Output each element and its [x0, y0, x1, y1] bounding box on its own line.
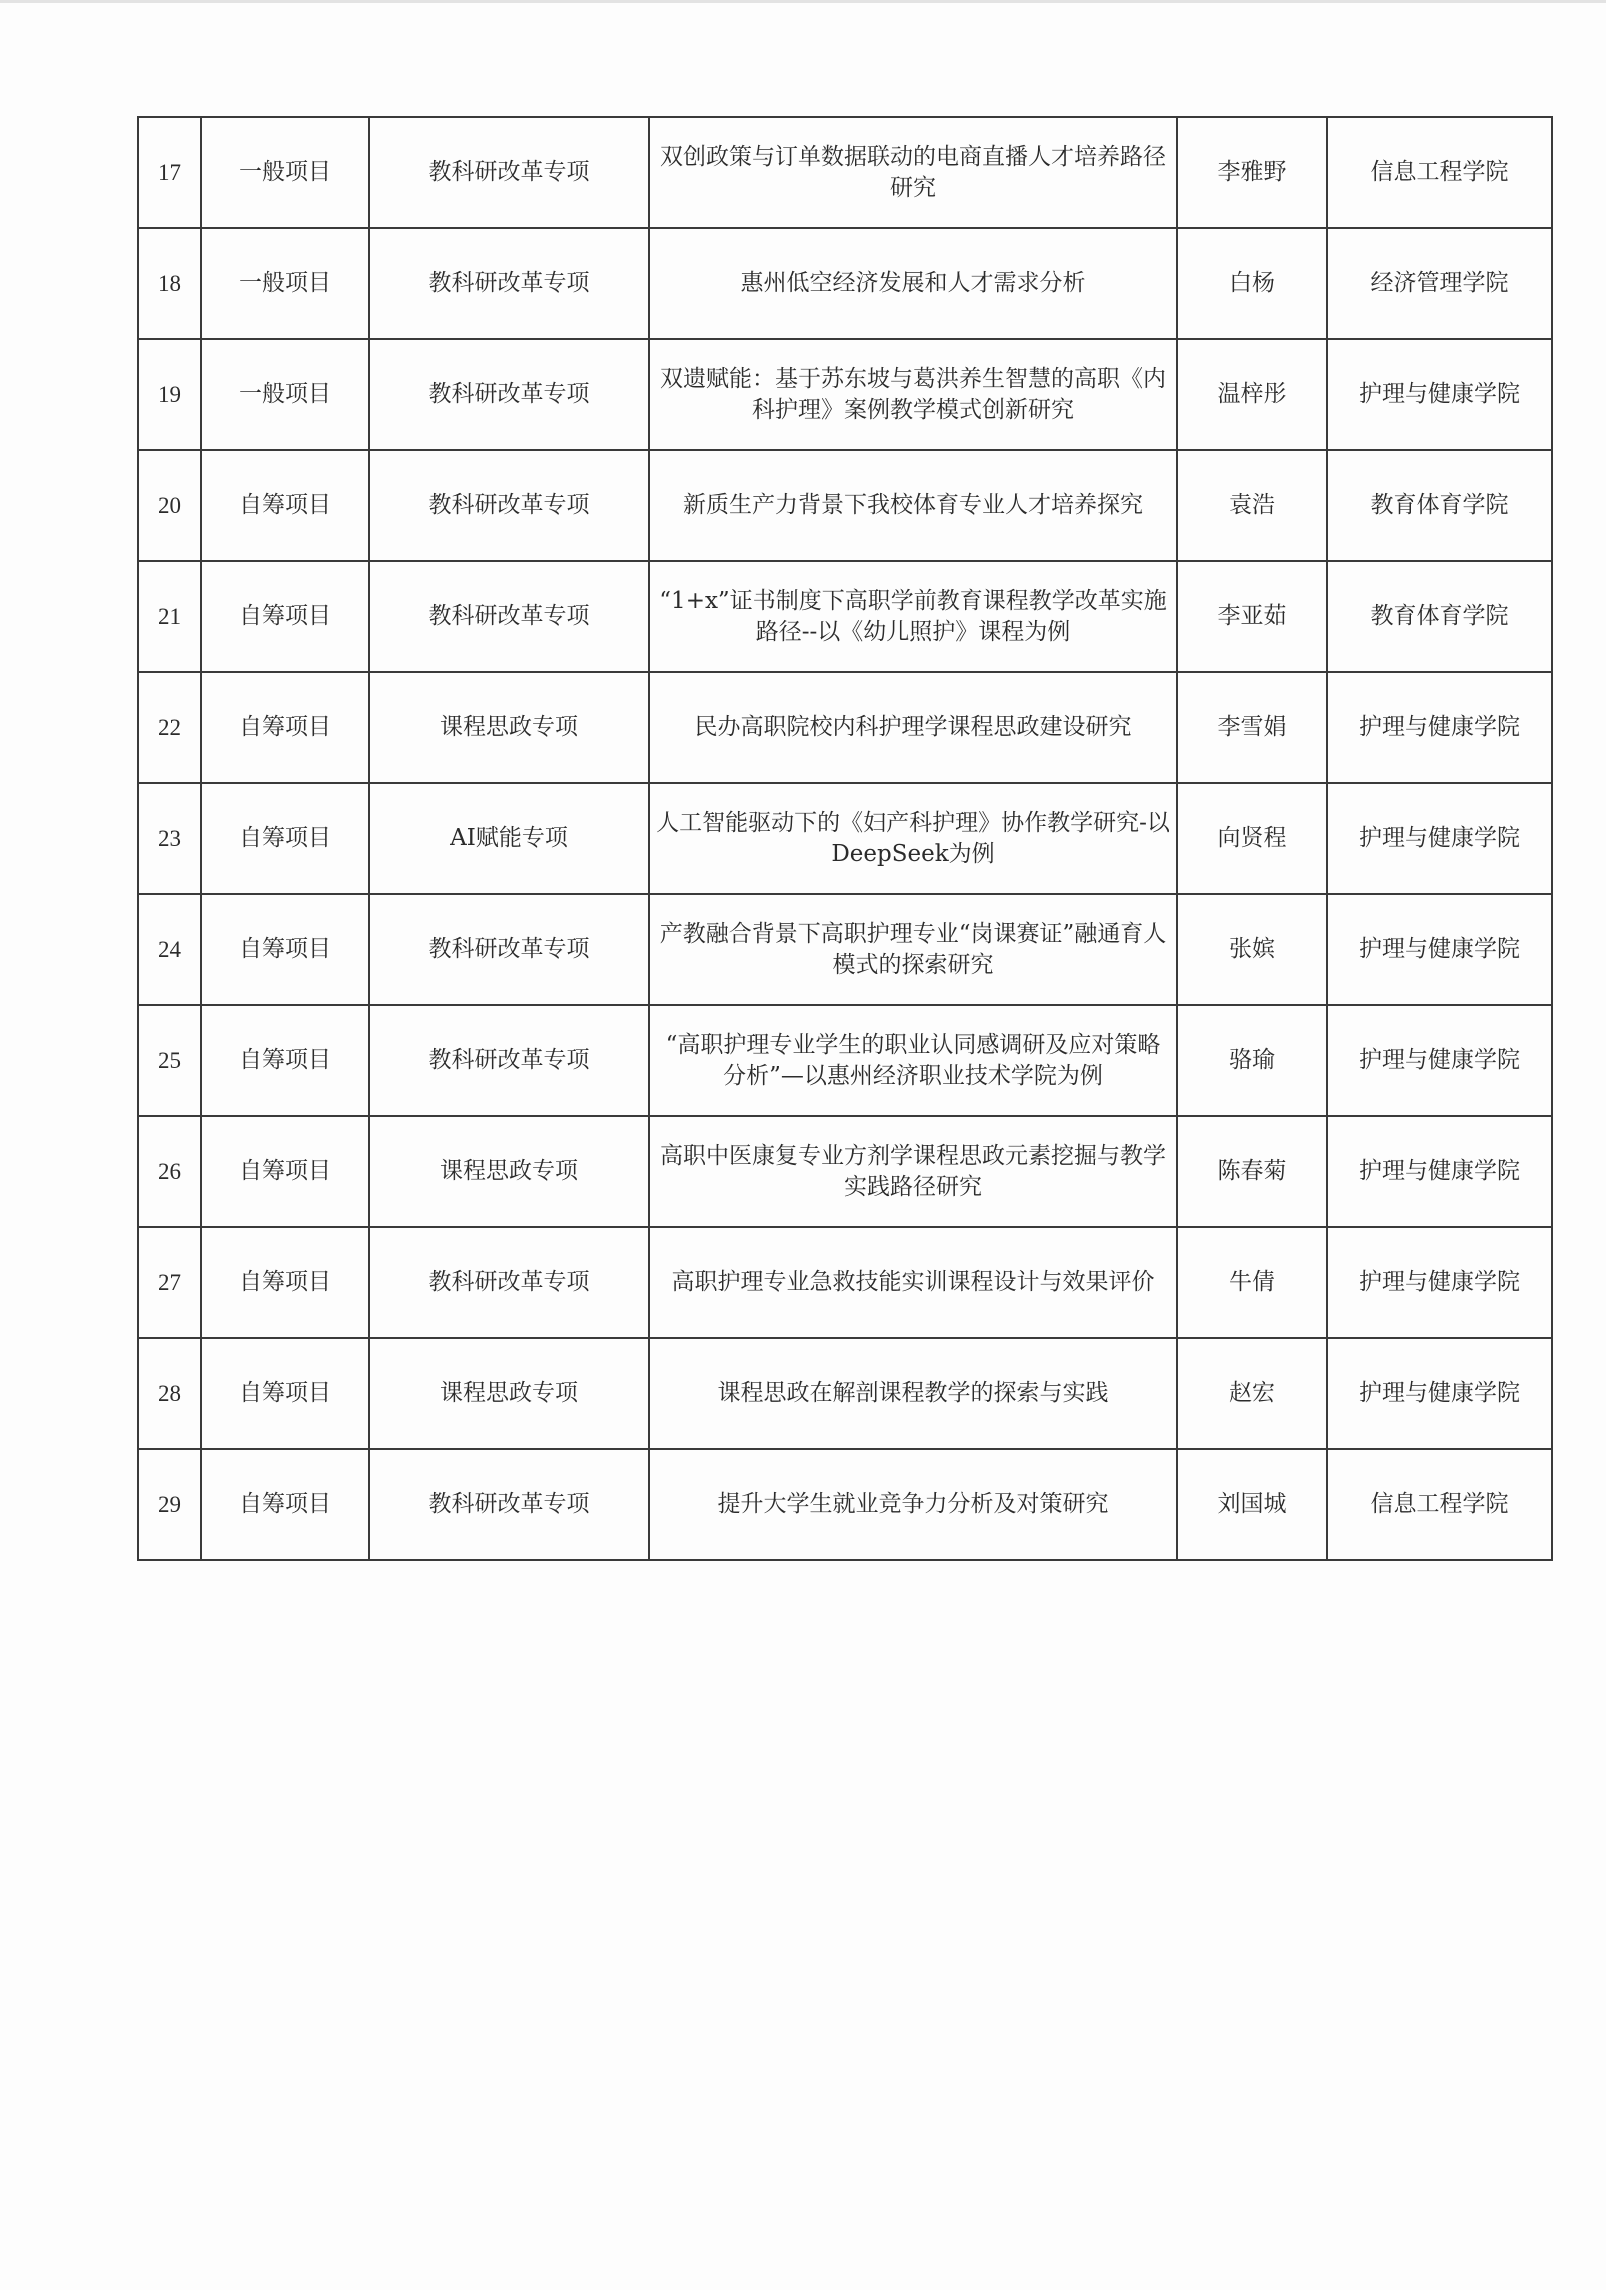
table-row [138, 783, 1552, 894]
table-row [138, 1227, 1552, 1338]
project-college: 信息工程学院 [1327, 117, 1552, 228]
row-number: 18 [138, 228, 201, 339]
project-type: 教科研改革专项 [369, 228, 649, 339]
project-leader: 骆瑜 [1177, 1005, 1327, 1116]
project-title: 产教融合背景下高职护理专业“岗课赛证”融通育人模式的探索研究 [649, 894, 1177, 1005]
project-category: 自筹项目 [201, 783, 369, 894]
project-category: 自筹项目 [201, 1116, 369, 1227]
project-title: 课程思政在解剖课程教学的探索与实践 [649, 1338, 1177, 1449]
row-number: 28 [138, 1338, 201, 1449]
row-number: 29 [138, 1449, 201, 1560]
project-college: 护理与健康学院 [1327, 783, 1552, 894]
project-leader: 陈春菊 [1177, 1116, 1327, 1227]
project-college: 护理与健康学院 [1327, 672, 1552, 783]
project-category: 自筹项目 [201, 561, 369, 672]
project-type: 课程思政专项 [369, 1116, 649, 1227]
project-college: 经济管理学院 [1327, 228, 1552, 339]
project-title: 提升大学生就业竞争力分析及对策研究 [649, 1449, 1177, 1560]
project-category: 一般项目 [201, 339, 369, 450]
project-title: 惠州低空经济发展和人才需求分析 [649, 228, 1177, 339]
row-number: 17 [138, 117, 201, 228]
project-title: 高职中医康复专业方剂学课程思政元素挖掘与教学实践路径研究 [649, 1116, 1177, 1227]
project-category: 一般项目 [201, 117, 369, 228]
row-number: 24 [138, 894, 201, 1005]
project-college: 教育体育学院 [1327, 561, 1552, 672]
row-number: 27 [138, 1227, 201, 1338]
project-college: 护理与健康学院 [1327, 1005, 1552, 1116]
project-leader: 袁浩 [1177, 450, 1327, 561]
project-type: 教科研改革专项 [369, 117, 649, 228]
project-category: 一般项目 [201, 228, 369, 339]
table-row [138, 561, 1552, 672]
project-type: 教科研改革专项 [369, 894, 649, 1005]
table-row [138, 450, 1552, 561]
project-title: 民办高职院校内科护理学课程思政建设研究 [649, 672, 1177, 783]
project-title: 高职护理专业急救技能实训课程设计与效果评价 [649, 1227, 1177, 1338]
project-college: 教育体育学院 [1327, 450, 1552, 561]
project-leader: 张嫔 [1177, 894, 1327, 1005]
row-number: 22 [138, 672, 201, 783]
project-category: 自筹项目 [201, 450, 369, 561]
project-leader: 刘国城 [1177, 1449, 1327, 1560]
table-row [138, 228, 1552, 339]
project-college: 护理与健康学院 [1327, 1116, 1552, 1227]
project-leader: 向贤程 [1177, 783, 1327, 894]
project-type: AI赋能专项 [369, 783, 649, 894]
project-list-table [137, 116, 1553, 1561]
project-table-body [138, 117, 1552, 1560]
project-title: “1+x”证书制度下高职学前教育课程教学改革实施路径--以《幼儿照护》课程为例 [649, 561, 1177, 672]
project-leader: 李雅野 [1177, 117, 1327, 228]
row-number: 19 [138, 339, 201, 450]
row-number: 23 [138, 783, 201, 894]
project-college: 信息工程学院 [1327, 1449, 1552, 1560]
row-number: 25 [138, 1005, 201, 1116]
project-type: 教科研改革专项 [369, 1227, 649, 1338]
project-college: 护理与健康学院 [1327, 1227, 1552, 1338]
project-title: 双创政策与订单数据联动的电商直播人才培养路径研究 [649, 117, 1177, 228]
project-category: 自筹项目 [201, 1005, 369, 1116]
table-row [138, 339, 1552, 450]
project-title: 新质生产力背景下我校体育专业人才培养探究 [649, 450, 1177, 561]
project-title: 双遗赋能：基于苏东坡与葛洪养生智慧的高职《内科护理》案例教学模式创新研究 [649, 339, 1177, 450]
scan-edge-line [0, 0, 1606, 3]
project-leader: 赵宏 [1177, 1338, 1327, 1449]
project-college: 护理与健康学院 [1327, 1338, 1552, 1449]
table-row [138, 672, 1552, 783]
project-type: 教科研改革专项 [369, 1005, 649, 1116]
project-type: 教科研改革专项 [369, 561, 649, 672]
project-leader: 白杨 [1177, 228, 1327, 339]
project-category: 自筹项目 [201, 894, 369, 1005]
project-leader: 牛倩 [1177, 1227, 1327, 1338]
project-table-container [137, 116, 1551, 1561]
table-row [138, 117, 1552, 228]
project-category: 自筹项目 [201, 1227, 369, 1338]
project-leader: 李亚茹 [1177, 561, 1327, 672]
table-row [138, 1338, 1552, 1449]
table-row [138, 1005, 1552, 1116]
project-title: “高职护理专业学生的职业认同感调研及应对策略分析”—以惠州经济职业技术学院为例 [649, 1005, 1177, 1116]
project-leader: 李雪娟 [1177, 672, 1327, 783]
project-title: 人工智能驱动下的《妇产科护理》协作教学研究-以DeepSeek为例 [649, 783, 1177, 894]
project-leader: 温梓彤 [1177, 339, 1327, 450]
project-category: 自筹项目 [201, 672, 369, 783]
project-college: 护理与健康学院 [1327, 894, 1552, 1005]
table-row [138, 1449, 1552, 1560]
project-type: 课程思政专项 [369, 672, 649, 783]
table-row [138, 1116, 1552, 1227]
project-type: 教科研改革专项 [369, 339, 649, 450]
row-number: 21 [138, 561, 201, 672]
project-type: 教科研改革专项 [369, 450, 649, 561]
project-college: 护理与健康学院 [1327, 339, 1552, 450]
project-type: 课程思政专项 [369, 1338, 649, 1449]
row-number: 26 [138, 1116, 201, 1227]
project-type: 教科研改革专项 [369, 1449, 649, 1560]
project-category: 自筹项目 [201, 1338, 369, 1449]
project-category: 自筹项目 [201, 1449, 369, 1560]
row-number: 20 [138, 450, 201, 561]
table-row [138, 894, 1552, 1005]
